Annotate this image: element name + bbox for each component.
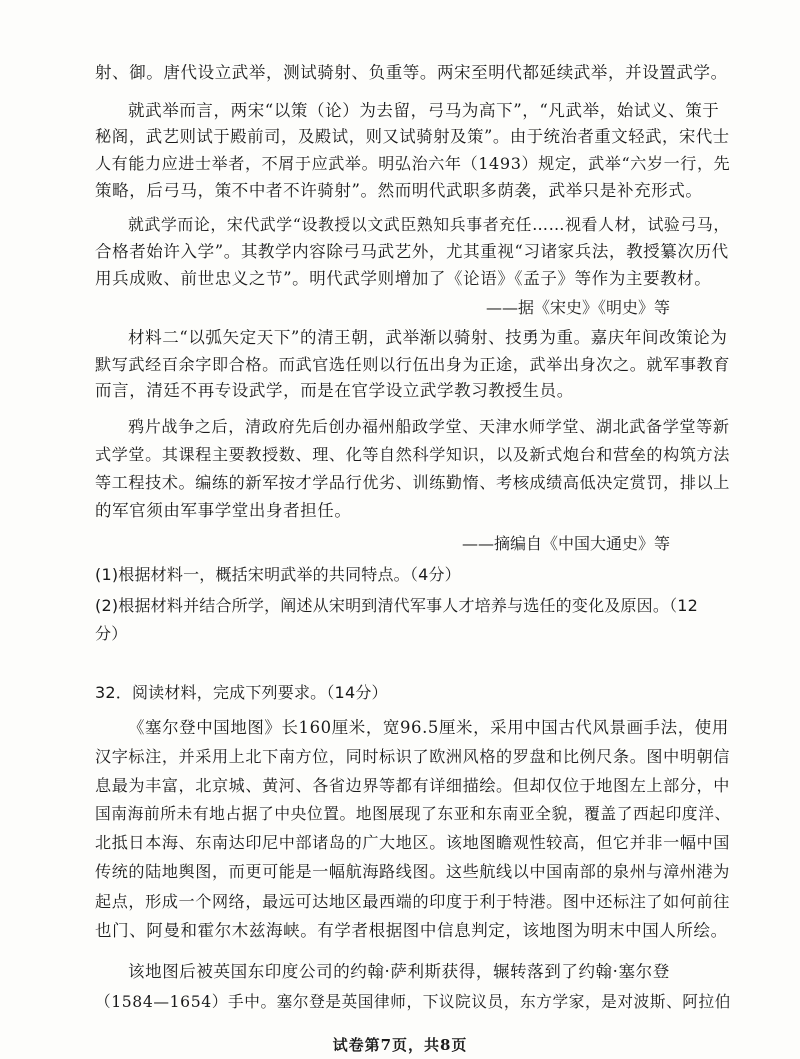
text-line: 式学堂。其课程主要教授数、理、化等自然科学知识，以及新式炮台和营垒的构筑方法: [95, 445, 730, 464]
text-line: 鸦片战争之后，清政府先后创办福州船政学堂、天津水师学堂、湖北武备学堂等新: [128, 417, 730, 436]
text-line: 息最为丰富，北京城、黄河、各省边界等都有详细描绘。但却仅位于地图左上部分，中: [95, 776, 730, 795]
text-line: 就武学而论，宋代武学“设教授以文武臣熟知兵事者充任……视看人材，试验弓马，: [128, 215, 730, 234]
text-line: 而言，清廷不再专设武学，而是在官学设立武学教习教授生员。: [95, 381, 574, 400]
text-line: 等工程技术。编练的新军按才学品行优劣、训练勤惰、考核成绩高低决定赏罚，排以上: [95, 473, 730, 492]
text-line: 也门、阿曼和霍尔木兹海峡。有学者根据图中信息判定，该地图为明末中国人所绘。: [95, 921, 728, 940]
text-line: 该地图后被英国东印度公司的约翰·萨利斯获得，辗转落到了约翰·塞尔登: [128, 962, 670, 981]
text-line: 的军官须由军事学堂出身者担任。: [95, 501, 352, 520]
text-line: 用兵成败、前世忠义之节”。明代武学则增加了《论语》《孟子》等作为主要教材。: [95, 269, 712, 288]
text-line: 国南海前所未有地占据了中央位置。地图展现了东亚和东南亚全貌，覆盖了西起印度洋、: [95, 804, 731, 823]
text-line: 策略，后弓马，策不中者不许骑射”。然而明代武职多荫袭，武举只是补充形式。: [95, 181, 703, 200]
text-line: （1584—1654）手中。塞尔登是英国律师，下议院议员，东方学家，是对波斯、阿拉伯: [95, 992, 731, 1011]
text-line: 起点，形成一个网络，最远可达地区最西端的印度于利于特港。图中还标注了如何前往: [95, 892, 730, 911]
source-citation: ——摘编自《中国大通史》等: [461, 534, 670, 553]
text-line: 合格者始许入学”。其教学内容除弓马武艺外，尤其重视“习诸家兵法，教授纂次历代: [95, 242, 729, 261]
text-line: 射、御。唐代设立武举，测试骑射、负重等。两宋至明代都延续武举，并设置武学。: [95, 63, 728, 82]
text-line: 就武举而言，两宋“以策（论）为去留，弓马为高下”，“凡武举，始试义、策于: [128, 101, 720, 120]
text-line: 默写武经百余字即合格。而武官选任则以行伍出身为正途，武举出身次之。就军事教育: [95, 355, 730, 374]
text-line: 北抵日本海、东南达印尼中部诸岛的广大地区。该地图瞻观性较高，但它并非一幅中国: [95, 833, 730, 852]
text-line: 《塞尔登中国地图》长160厘米，宽96.5厘米，采用中国古代风景画手法，使用: [128, 718, 729, 737]
text-line: 人有能力应进士举者，不屑于应武举。明弘治六年（1493）规定，武举“六岁一行，先: [95, 154, 731, 173]
text-line: 汉字标注，并采用上北下南方位，同时标识了欧洲风格的罗盘和比例尺条。图中明朝信: [95, 747, 730, 766]
question-2: (2)根据材料并结合所学，阐述从宋明到清代军事人才培养与选任的变化及原因。（12: [95, 596, 699, 615]
text-line: 秘阁，武艺则试于殿前司，及殿试，则又试骑射及策”。由于统治者重文轻武，宋代士: [95, 127, 730, 146]
text-line: 传统的陆地舆图，而更可能是一幅航海路线图。这些航线以中国南部的泉州与漳州港为: [95, 862, 730, 881]
question-32-header: 32．阅读材料，完成下列要求。（14分）: [95, 683, 388, 702]
page-footer: 试卷第7页，共8页: [332, 1036, 468, 1054]
text-line: 材料二“以弧矢定天下”的清王朝，武举渐以骑射、技勇为重。嘉庆年间改策论为: [128, 328, 728, 347]
question-1: (1)根据材料一，概括宋明武举的共同特点。（4分）: [95, 565, 461, 584]
question-2-continued: 分）: [95, 624, 128, 643]
source-citation: ——据《宋史》《明史》等: [485, 298, 670, 317]
